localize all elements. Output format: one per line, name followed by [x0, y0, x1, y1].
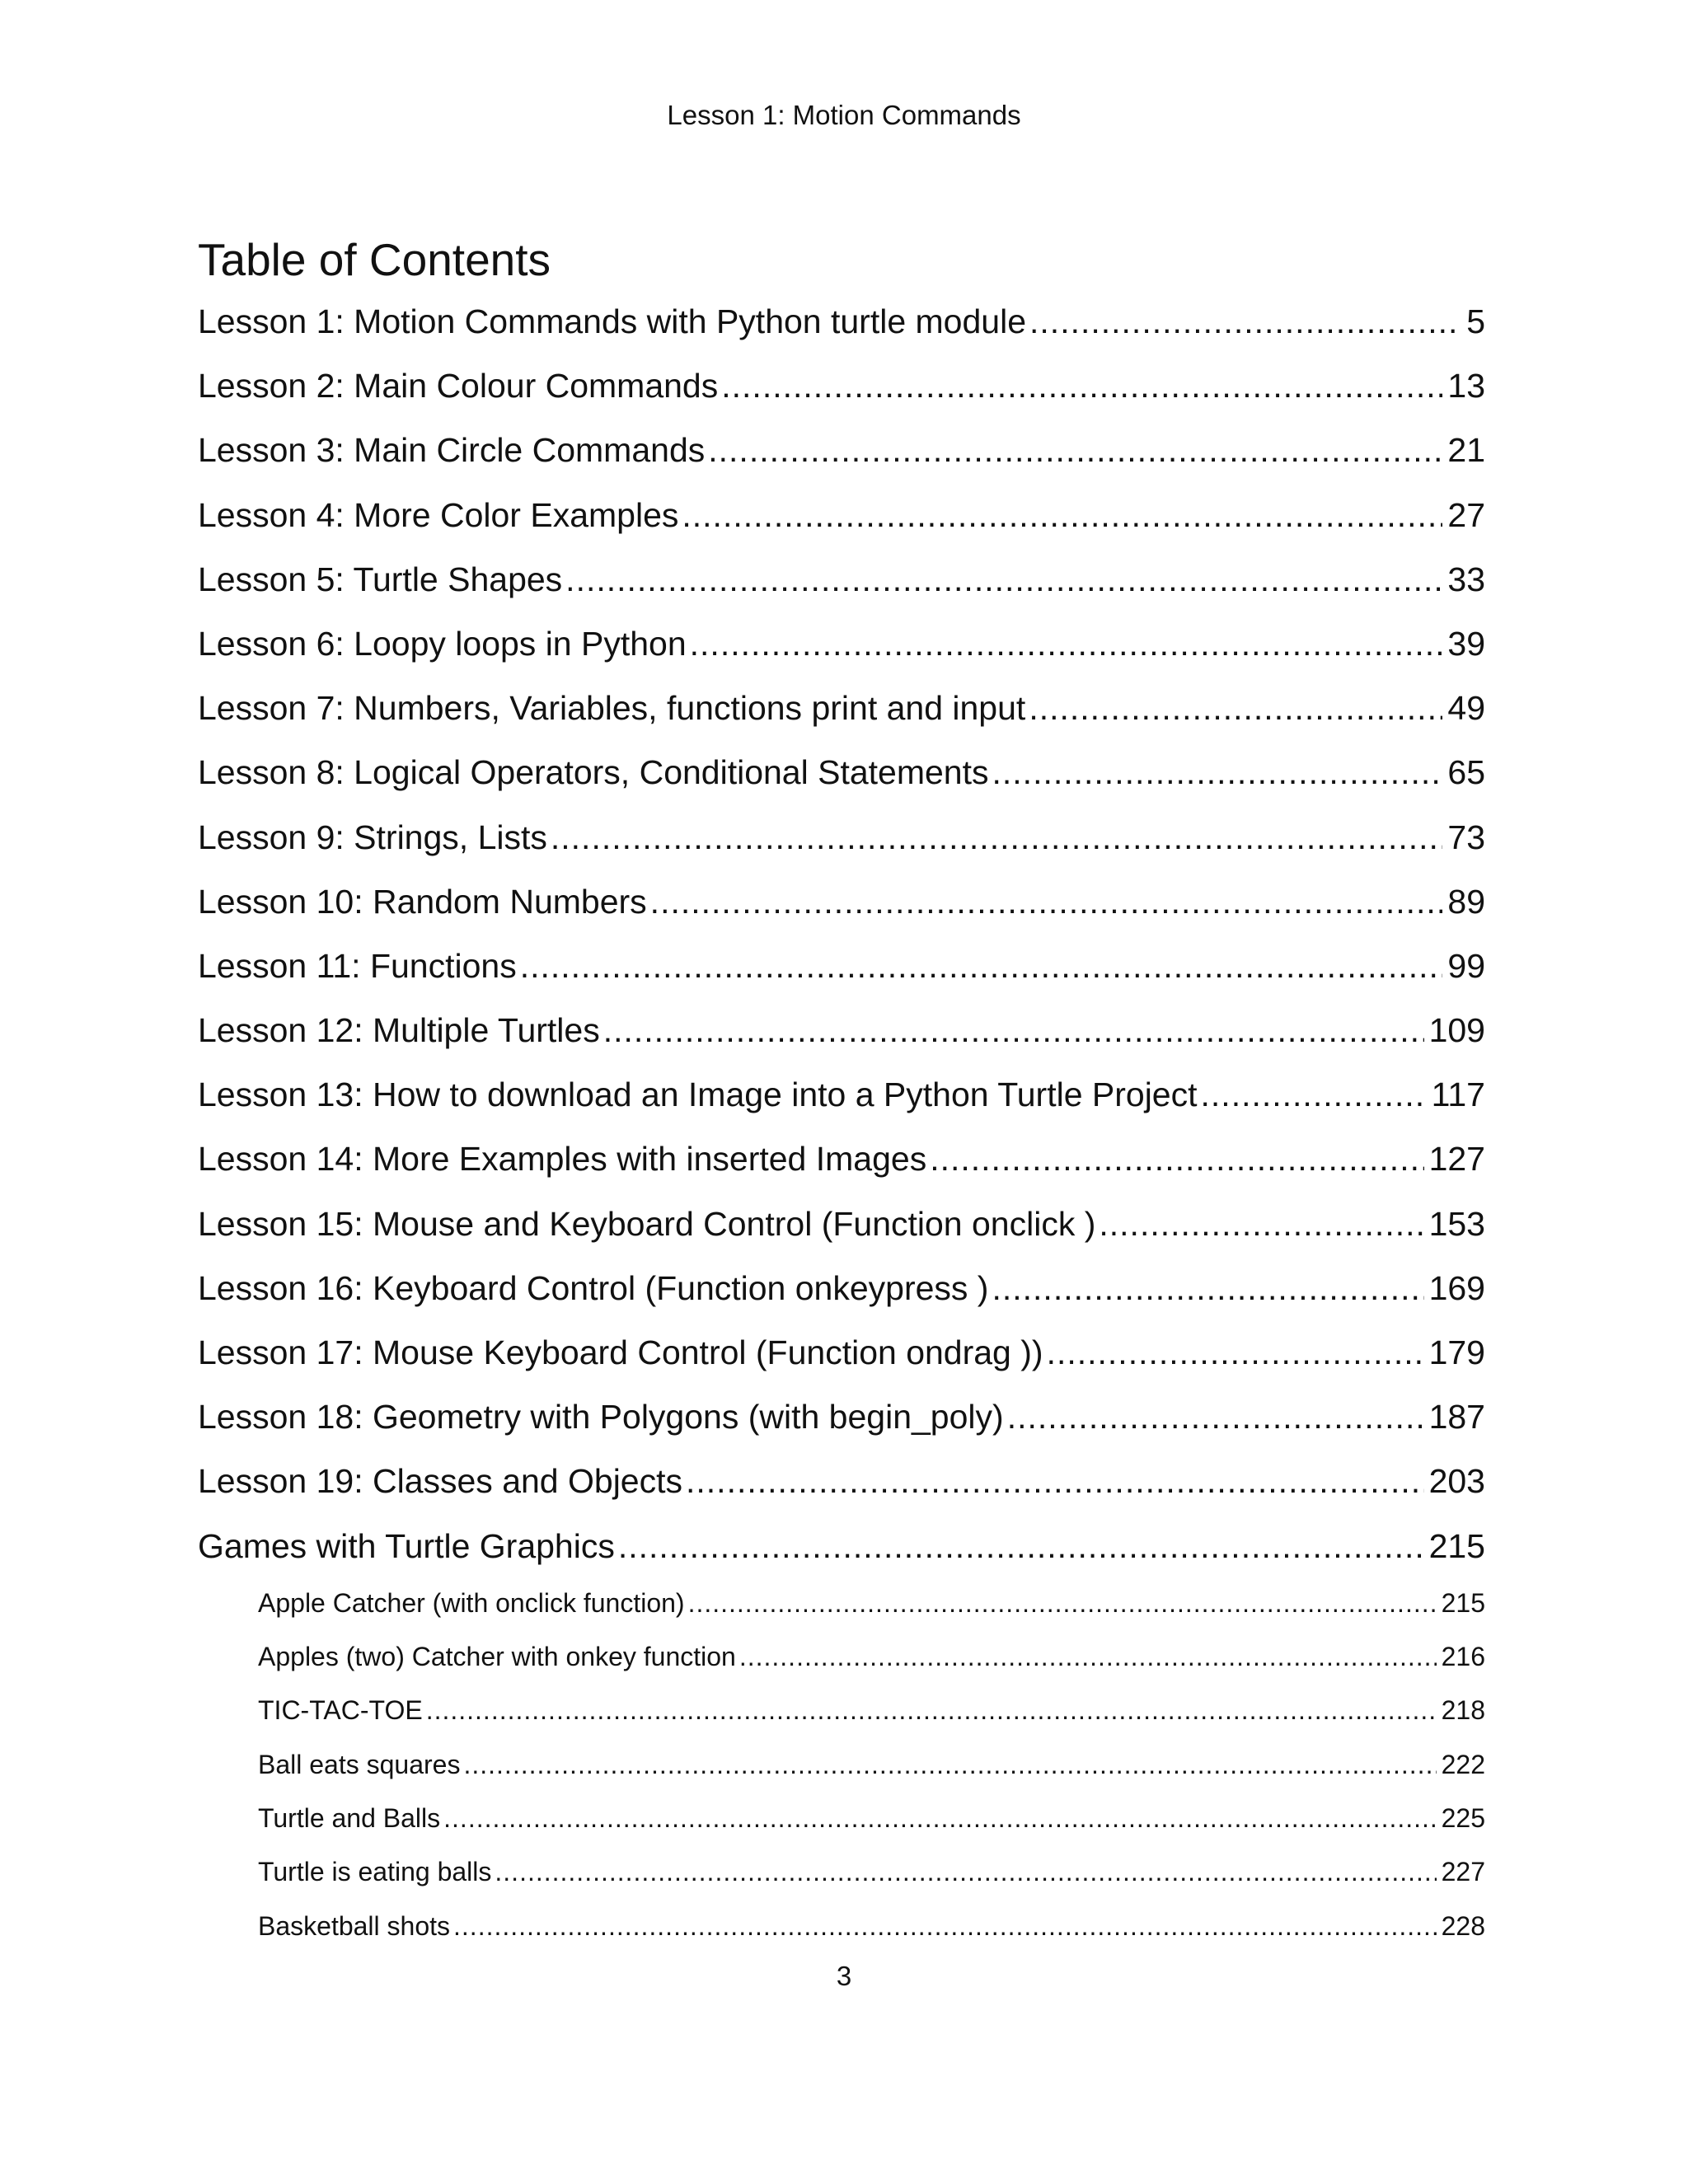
toc-entry[interactable]: [198, 1850, 1485, 1904]
toc-entry[interactable]: [198, 873, 1485, 937]
toc-entry-page: 169: [1428, 1268, 1485, 1307]
toc-entry-page: 21: [1447, 431, 1485, 470]
toc-dot-leader: [495, 1850, 1436, 1893]
toc-entry-page: 27: [1447, 495, 1485, 534]
toc-entry[interactable]: [198, 1689, 1485, 1742]
toc-entry[interactable]: [198, 679, 1485, 743]
running-header: Lesson 1: Motion Commands: [667, 100, 1021, 130]
toc-dot-leader: [1201, 1066, 1427, 1123]
toc-entry-title: Lesson 6: Loopy loops in Python: [198, 624, 687, 663]
toc-dot-leader: [453, 1905, 1437, 1947]
toc-entry-page: 225: [1441, 1802, 1485, 1833]
toc-dot-leader: [618, 1517, 1424, 1575]
toc-entry-title: Apples (two) Catcher with onkey function: [258, 1642, 736, 1672]
toc-dot-leader: [565, 551, 1442, 608]
toc-entry-title: Turtle is eating balls: [258, 1857, 492, 1887]
toc-entry-title: Lesson 12: Multiple Turtles: [198, 1011, 600, 1050]
toc-entry-title: Lesson 19: Classes and Objects: [198, 1462, 682, 1501]
toc-list: [198, 293, 1485, 1958]
toc-entry[interactable]: [198, 937, 1485, 1001]
toc-entry-page: 49: [1447, 689, 1485, 728]
toc-entry-title: TIC-TAC-TOE: [258, 1695, 423, 1726]
toc-entry-page: 218: [1441, 1695, 1485, 1726]
toc-entry[interactable]: [198, 486, 1485, 551]
page-number: 3: [836, 1961, 852, 1991]
toc-entry-title: Lesson 2: Main Colour Commands: [198, 367, 719, 405]
toc-entry[interactable]: [198, 1743, 1485, 1797]
toc-entry[interactable]: [198, 1388, 1485, 1452]
toc-entry-title: Lesson 10: Random Numbers: [198, 882, 647, 921]
toc-entry-title: Lesson 7: Numbers, Variables, functions print and input: [198, 689, 1026, 728]
toc-entry-page: 39: [1447, 624, 1485, 663]
toc-entry-title: Lesson 11: Functions: [198, 946, 517, 985]
toc-entry-title: Lesson 5: Turtle Shapes: [198, 560, 563, 598]
toc-entry-title: Lesson 14: More Examples with inserted Images: [198, 1140, 927, 1179]
toc-entry[interactable]: [198, 1195, 1485, 1259]
toc-dot-leader: [1029, 293, 1461, 350]
toc-dot-leader: [930, 1130, 1423, 1188]
toc-entry-page: 215: [1441, 1587, 1485, 1618]
toc-entry-title: Lesson 15: Mouse and Keyboard Control (Function onclick ): [198, 1204, 1096, 1243]
toc-entry[interactable]: [198, 1001, 1485, 1066]
toc-entry-title: Lesson 8: Logical Operators, Conditional Statements: [198, 753, 989, 792]
toc-entry-page: 216: [1441, 1642, 1485, 1672]
toc-heading: Table of Contents: [198, 234, 551, 285]
toc-entry-title: Lesson 1: Motion Commands with Python turtle module: [198, 302, 1027, 340]
toc-entry-title: Turtle and Balls: [258, 1802, 441, 1833]
toc-entry[interactable]: [198, 743, 1485, 808]
toc-entry-title: Lesson 4: More Color Examples: [198, 495, 679, 534]
toc-entry-page: 203: [1428, 1462, 1485, 1501]
toc-entry-title: Apple Catcher (with onclick function): [258, 1587, 685, 1618]
toc-entry[interactable]: [198, 1324, 1485, 1388]
toc-entry-page: 65: [1447, 753, 1485, 792]
toc-dot-leader: [650, 873, 1443, 930]
toc-entry-page: 33: [1447, 560, 1485, 598]
toc-entry[interactable]: [198, 1259, 1485, 1324]
toc-entry[interactable]: [198, 357, 1485, 421]
toc-dot-leader: [520, 937, 1443, 995]
toc-dot-leader: [426, 1689, 1437, 1732]
toc-entry[interactable]: [198, 1066, 1485, 1130]
toc-entry[interactable]: [198, 1582, 1485, 1635]
toc-entry[interactable]: [198, 1452, 1485, 1516]
toc-entry-title: Games with Turtle Graphics: [198, 1526, 615, 1565]
toc-entry[interactable]: [198, 1905, 1485, 1958]
toc-dot-leader: [443, 1797, 1436, 1840]
toc-entry-page: 117: [1431, 1076, 1485, 1114]
toc-dot-leader: [690, 615, 1443, 673]
toc-dot-leader: [708, 421, 1442, 479]
toc-entry-page: 127: [1428, 1140, 1485, 1179]
toc-dot-leader: [1007, 1388, 1424, 1446]
toc-entry-page: 73: [1447, 818, 1485, 856]
toc-entry-title: Lesson 16: Keyboard Control (Function onkeypress ): [198, 1268, 989, 1307]
toc-entry-page: 89: [1447, 882, 1485, 921]
toc-dot-leader: [721, 357, 1442, 415]
toc-entry[interactable]: [198, 1130, 1485, 1194]
toc-entry-page: 187: [1428, 1398, 1485, 1436]
toc-entry[interactable]: [198, 421, 1485, 485]
toc-entry-page: 153: [1428, 1204, 1485, 1243]
toc-dot-leader: [1099, 1195, 1423, 1253]
toc-entry-page: 99: [1447, 946, 1485, 985]
toc-entry-page: 222: [1441, 1749, 1485, 1779]
toc-entry[interactable]: [198, 1797, 1485, 1850]
toc-dot-leader: [682, 486, 1442, 544]
toc-entry[interactable]: [198, 1517, 1485, 1582]
toc-dot-leader: [739, 1635, 1437, 1678]
toc-entry[interactable]: [198, 808, 1485, 873]
toc-entry-title: Lesson 3: Main Circle Commands: [198, 431, 706, 470]
toc-entry-title: Ball eats squares: [258, 1749, 461, 1779]
toc-entry-title: Lesson 13: How to download an Image into a Python Turtle Project: [198, 1076, 1198, 1114]
toc-entry-page: 179: [1428, 1333, 1485, 1371]
toc-entry-page: 227: [1441, 1857, 1485, 1887]
toc-entry-page: 13: [1447, 367, 1485, 405]
toc-dot-leader: [686, 1452, 1424, 1510]
toc-entry-page: 228: [1441, 1910, 1485, 1941]
toc-entry-page: 5: [1466, 302, 1485, 340]
toc-dot-leader: [688, 1582, 1437, 1624]
toc-dot-leader: [1047, 1324, 1424, 1381]
toc-entry[interactable]: [198, 293, 1485, 357]
toc-entry-page: 109: [1428, 1011, 1485, 1050]
toc-entry[interactable]: [198, 615, 1485, 679]
toc-entry-title: Basketball shots: [258, 1910, 451, 1941]
toc-dot-leader: [1029, 679, 1442, 737]
toc-dot-leader: [463, 1743, 1436, 1786]
toc-dot-leader: [551, 808, 1443, 866]
toc-entry-title: Lesson 17: Mouse Keyboard Control (Function ondrag )): [198, 1333, 1043, 1371]
toc-entry[interactable]: [198, 1635, 1485, 1689]
toc-entry-title: Lesson 9: Strings, Lists: [198, 818, 547, 856]
toc-entry-page: 215: [1428, 1526, 1485, 1565]
toc-entry[interactable]: [198, 551, 1485, 615]
toc-entry-title: Lesson 18: Geometry with Polygons (with begin_poly): [198, 1398, 1004, 1436]
toc-dot-leader: [992, 743, 1443, 801]
toc-dot-leader: [603, 1001, 1424, 1059]
toc-dot-leader: [992, 1259, 1423, 1317]
